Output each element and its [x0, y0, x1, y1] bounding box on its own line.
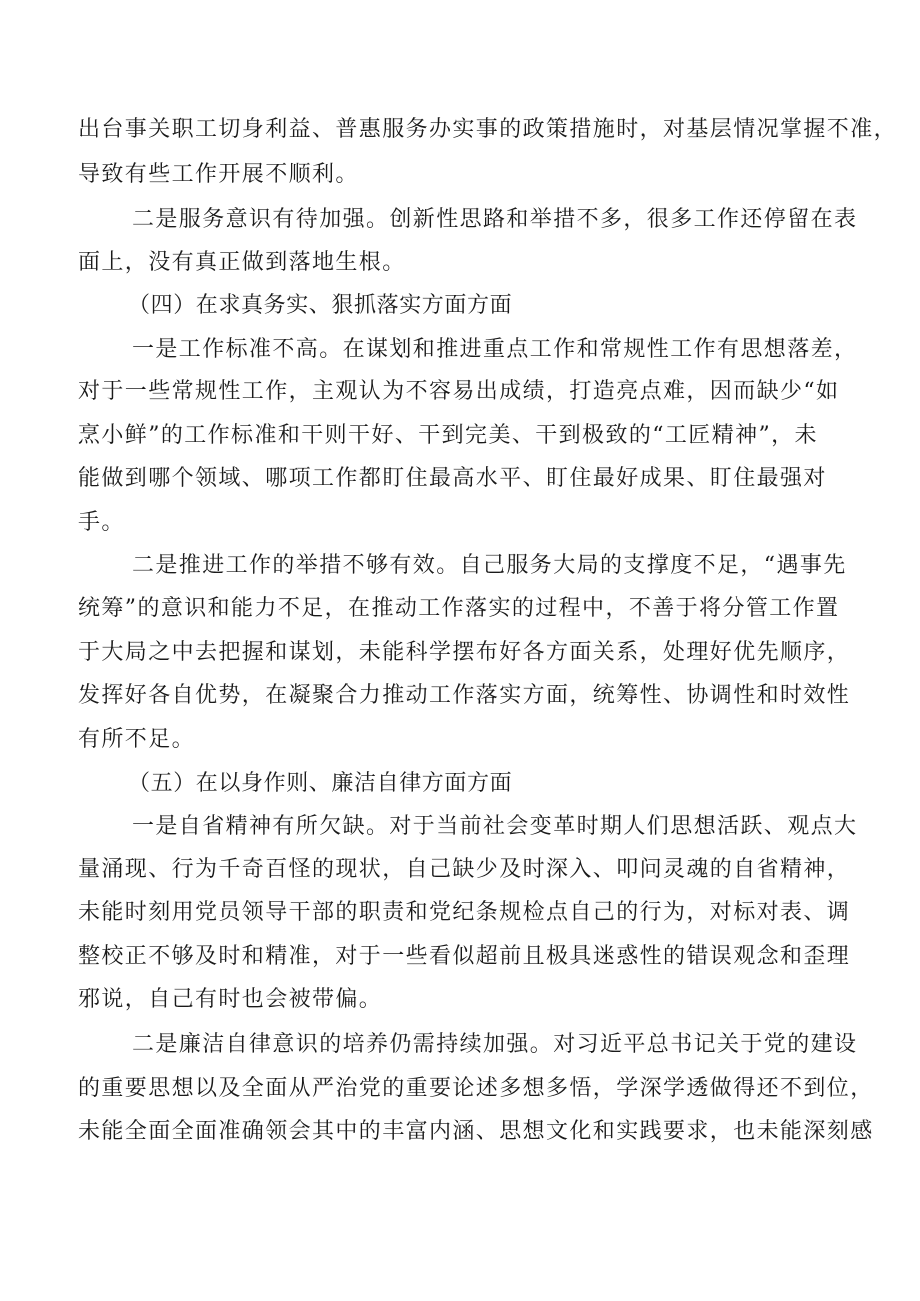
line-text: 对于一些常规性工作，主观认为不容易出成绩，打造亮点难，因而缺少“如: [78, 379, 840, 404]
heading-text: （四）在求真务实、狠抓落实方面方面: [128, 293, 513, 318]
line-text: 二是廉洁自律意识的培养仍需持续加强。对习近平总书记关于党的建设: [132, 1032, 858, 1057]
body-line: [0, 633, 920, 673]
body-line: [0, 503, 920, 543]
line-text: 二是推进工作的举措不够有效。自己服务大局的支撑度不足，“遇事先: [132, 553, 847, 578]
body-line: [0, 937, 920, 977]
line-text: 整校正不够及时和精准，对于一些看似超前且极具迷惑性的错误观念和歪理: [78, 944, 851, 969]
line-text: 导致有些工作开展不顺利。: [78, 162, 359, 187]
line-text: 烹小鲜”的工作标准和干则干好、干到完美、干到极致的“工匠精神”，未: [78, 423, 818, 448]
body-line: [0, 676, 920, 716]
body-line: [0, 546, 920, 586]
body-line: [0, 1025, 920, 1065]
body-line: [0, 155, 920, 195]
line-text: 一是自省精神有所欠缺。对于当前社会变革时期人们思想活跃、观点大: [132, 814, 858, 839]
section-heading: [0, 286, 920, 326]
body-line: [0, 243, 920, 283]
body-line: [0, 893, 920, 933]
line-text: 未能全面全面准确领会其中的丰富内涵、思想文化和实践要求，也未能深刻感: [78, 1119, 874, 1144]
line-text: 一是工作标准不高。在谋划和推进重点工作和常规性工作有思想落差，: [132, 337, 858, 362]
line-text: 未能时刻用党员领导干部的职责和党纪条规检点自己的行为，对标对表、调: [78, 900, 851, 925]
section-heading: [0, 764, 920, 804]
line-text: 能做到哪个领域、哪项工作都盯住最高水平、盯住最好成果、盯住最强对: [78, 466, 827, 491]
line-text: 手。: [78, 510, 125, 535]
body-line: [0, 459, 920, 499]
heading-text: （五）在以身作则、廉洁自律方面方面: [128, 771, 513, 796]
line-text: 量涌现、行为千奇百怪的现状，自己缺少及时深入、叩问灵魂的自省精神，: [78, 857, 851, 882]
body-line: [0, 200, 920, 240]
line-text: 出台事关职工切身利益、普惠服务办实事的政策措施时，对基层情况掌握不准，: [78, 117, 898, 142]
line-text: 于大局之中去把握和谋划，未能科学摆布好各方面关系，处理好优先顺序，: [78, 640, 851, 665]
body-line: [0, 416, 920, 456]
line-text: 的重要思想以及全面从严治党的重要论述多想多悟，学深学透做得还不到位，: [78, 1076, 874, 1101]
body-line: [0, 807, 920, 847]
body-line: [0, 1112, 920, 1152]
line-text: 发挥好各自优势，在凝聚合力推动工作落实方面，统筹性、协调性和时效性: [78, 683, 851, 708]
line-text: 二是服务意识有待加强。创新性思路和举措不多，很多工作还停留在表: [132, 207, 858, 232]
line-text: 统筹”的意识和能力不足，在推动工作落实的过程中，不善于将分管工作置: [78, 596, 840, 621]
body-line: [0, 330, 920, 370]
body-line: [0, 850, 920, 890]
line-text: 邪说，自己有时也会被带偏。: [78, 987, 383, 1012]
line-text: 有所不足。: [78, 727, 196, 752]
body-line: [0, 110, 920, 150]
body-line: [0, 372, 920, 412]
body-line: [0, 1069, 920, 1109]
body-line: [0, 980, 920, 1020]
body-line: [0, 720, 920, 760]
line-text: 面上，没有真正做到落地生根。: [78, 250, 406, 275]
body-line: [0, 589, 920, 629]
